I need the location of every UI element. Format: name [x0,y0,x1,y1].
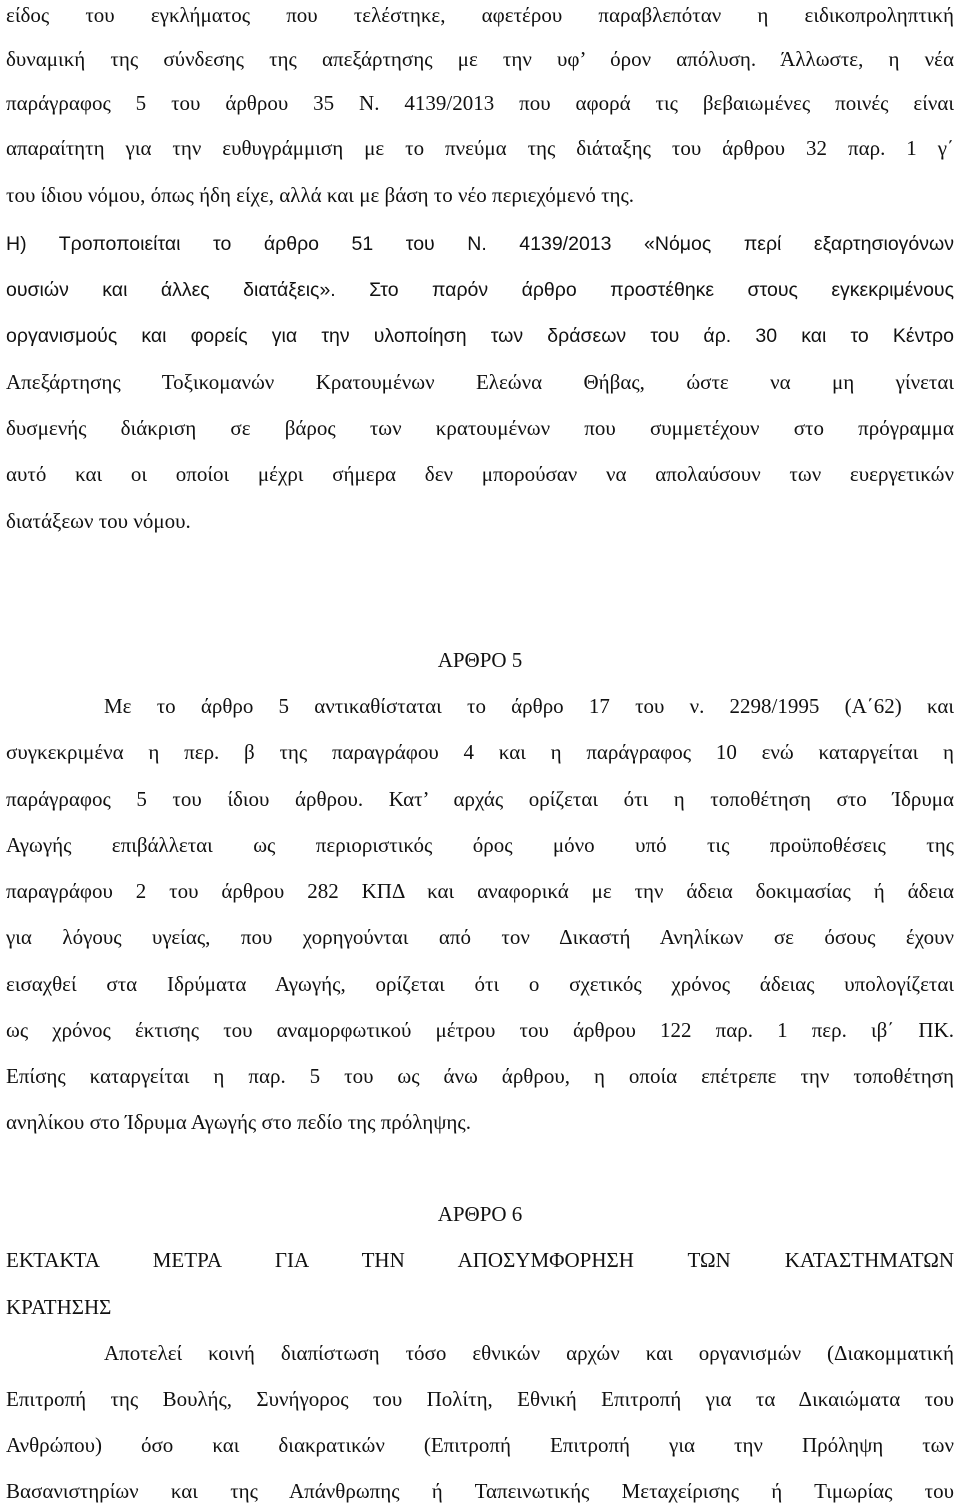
article-heading: ΑΡΘΡΟ 6 [437,1202,523,1226]
text-line: του ίδιου νόμου, όπως ήδη είχε, αλλά και με βάση το νέο περιεχόμενό της. [6,183,635,207]
text-line: παράγραφος 5 του ίδιου άρθρου. Κατ’ αρχάς ορίζεται ότι η τοποθέτηση στο Ίδρυμα [6,787,954,811]
text-line: ανηλίκου στο Ίδρυμα Αγωγής στο πεδίο της πρόληψης. [6,1110,471,1134]
text-line: Βασανιστηρίων και της Απάνθρωπης ή Ταπεινωτικής Μεταχείρισης ή Τιμωρίας του [6,1479,954,1503]
article-subheading: ΕΚΤΑΚΤΑ ΜΕΤΡΑ ΓΙΑ ΤΗΝ ΑΠΟΣΥΜΦΟΡΗΣΗ ΤΩΝ ΚΑΤΑΣΤΗΜΑΤΩΝ [6,1248,954,1272]
text-line: αυτό και οι οποίοι μέχρι σήμερα δεν μπορούσαν να απολαύσουν των ευεργετικών [6,462,954,486]
article-subheading: ΚΡΑΤΗΣΗΣ [6,1295,112,1319]
text-line: δυναμική της σύνδεσης της απεξάρτησης με την υφ’ όρον απόλυση. Άλλωστε, η νέα [6,47,954,71]
text-line: εισαχθεί στα Ιδρύματα Αγωγής, ορίζεται ότι ο σχετικός χρόνος άδειας υπολογίζεται [6,972,954,996]
text-line: παραγράφου 2 του άρθρου 282 ΚΠΔ και αναφορικά με την άδεια δοκιμασίας ή άδεια [6,879,954,903]
text-line: διατάξεων του νόμου. [6,509,191,533]
text-line: Αποτελεί κοινή διαπίστωση τόσο εθνικών αρχών και οργανισμών (Διακομματική [104,1341,954,1365]
article-heading: ΑΡΘΡΟ 5 [437,648,523,672]
text-line: απαραίτητη για την ευθυγράμμιση με το πνεύμα της διάταξης του άρθρου 32 παρ. 1 γ΄ [6,136,954,160]
text-line: Επίσης καταργείται η παρ. 5 του ως άνω άρθρου, η οποία επέτρεπε την τοποθέτηση [6,1064,954,1088]
text-line: ως χρόνος έκτισης του αναμορφωτικού μέτρου του άρθρου 122 παρ. 1 περ. ιβ΄ ΠΚ. [6,1018,954,1042]
text-line: δυσμενής διάκριση σε βάρος των κρατουμένων που συμμετέχουν στο πρόγραμμα [6,416,954,440]
text-line: Επιτροπή της Βουλής, Συνήγορος του Πολίτη, Εθνική Επιτροπή για τα Δικαιώματα του [6,1387,954,1411]
text-line: παράγραφος 5 του άρθρου 35 Ν. 4139/2013 που αφορά τις βεβαιωμένες ποινές είναι [6,91,954,115]
text-line: οργανισμούς και φορείς για την υλοποίηση των δράσεων του άρ. 30 και το Κέντρο [6,325,954,347]
text-line: Αγωγής επιβάλλεται ως περιοριστικός όρος μόνο υπό τις προϋποθέσεις της [6,833,954,857]
text-line: ουσιών και άλλες διατάξεις». Στο παρόν άρθρο προστέθηκε στους εγκεκριμένους [6,279,954,301]
text-line: Η) Τροποποιείται το άρθρο 51 του Ν. 4139/2013 «Νόμος περί εξαρτησιογόνων [6,233,954,255]
text-line: για λόγους υγείας, που χορηγούνται από τον Δικαστή Ανηλίκων σε όσους έχουν [6,925,954,949]
text-line: Απεξάρτησης Τοξικομανών Κρατουμένων Ελεώνα Θήβας, ώστε να μη γίνεται [6,370,954,394]
text-line: είδος του εγκλήματος που τελέστηκε, αφετέρου παραβλεπόταν η ειδικοπροληπτική [6,3,954,27]
text-line: Με το άρθρο 5 αντικαθίσταται το άρθρο 17 του ν. 2298/1995 (Α΄62) και [104,694,954,718]
text-line: Ανθρώπου) όσο και διακρατικών (Επιτροπή Επιτροπή για την Πρόληψη των [6,1433,954,1457]
text-line: συγκεκριμένα η περ. β της παραγράφου 4 και η παράγραφος 10 ενώ καταργείται η [6,740,954,764]
